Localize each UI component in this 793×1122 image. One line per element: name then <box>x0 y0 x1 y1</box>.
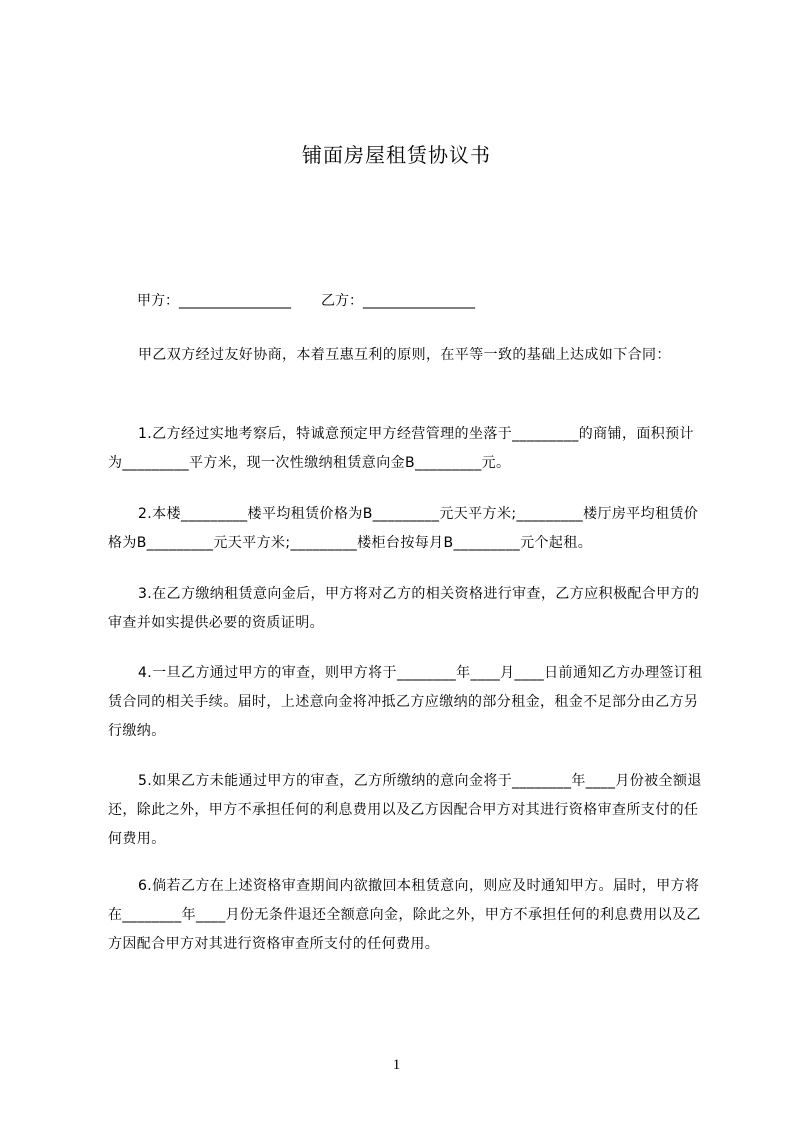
party-b-field: 乙方：________________ <box>321 293 475 309</box>
clause-1: 1.乙方经过实地考察后，特诚意预定甲方经营管理的坐落于_________的商铺，面积预计为_________平方米，现一次性缴纳租赁意向金B_________元。 <box>108 426 694 471</box>
document-title: 铺面房屋租赁协议书 <box>302 143 491 167</box>
party-a-field: 甲方：________________ <box>137 293 291 309</box>
clause-3: 3.在乙方缴纳租赁意向金后，甲方将对乙方的相关资格进行审查，乙方应积极配合甲方的审查并如实提供必要的资质证明。 <box>108 586 700 631</box>
page-number: 1 <box>392 1057 401 1073</box>
clause-2: 2.本楼_________楼平均租赁价格为B_________元天平方米;_________楼厅房平均租赁价格为B_________元天平方米;_________楼柜台按每月B_________元个起租。 <box>108 506 699 551</box>
clause-6: 6.倘若乙方在上述资格审查期间内欲撤回本租赁意向，则应及时通知甲方。届时，甲方将在________年____月份无条件退还全额意向金，除此之外，甲方不承担任何的利息费用以及乙方因配合甲方对其进行资格审查所支付的任何费用。 <box>108 878 701 952</box>
clause-5: 5.如果乙方未能通过甲方的审查，乙方所缴纳的意向金将于________年____月份被全额退还，除此之外，甲方不承担任何的利息费用以及乙方因配合甲方对其进行资格审查所支付的任何费用。 <box>108 773 702 847</box>
intro-paragraph: 甲乙双方经过友好协商，本着互惠互利的原则，在平等一致的基础上达成如下合同： <box>138 347 671 363</box>
clause-4: 4.一旦乙方通过甲方的审查，则甲方将于________年____月____日前通知乙方办理签订租赁合同的相关手续。届时，上述意向金将冲抵乙方应缴纳的部分租金，租金不足部分由乙方另行缴纳。 <box>108 665 703 739</box>
parties-line <box>137 289 475 313</box>
